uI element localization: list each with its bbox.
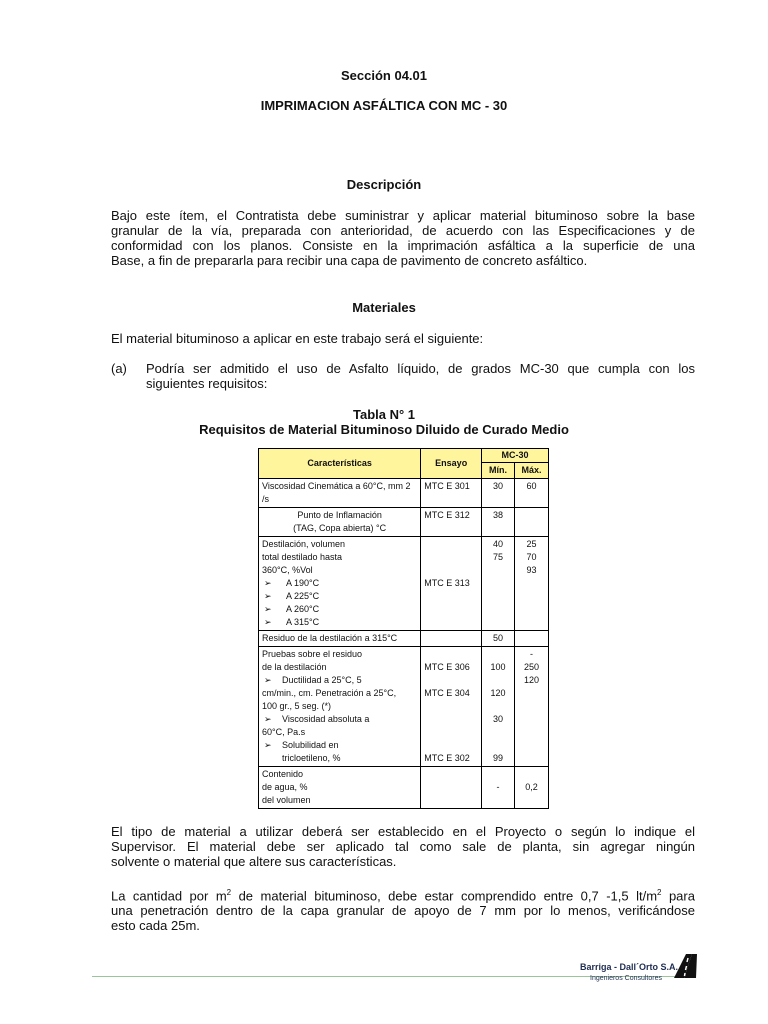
cell-max: 25 70 93: [515, 537, 549, 631]
section-number: Sección 04.01: [341, 68, 427, 83]
arrow-bullet-icon: ➢: [264, 604, 272, 614]
arrow-bullet-icon: ➢: [264, 591, 272, 601]
header-ensayo: Ensayo: [421, 449, 482, 479]
cell-caracteristica: [259, 508, 421, 537]
materiales-intro: El material bituminoso a aplicar en este trabajo será el siguiente:: [111, 331, 484, 346]
header-caracteristicas: Características: [259, 449, 421, 479]
cell-line: Destilación, volumen: [262, 539, 346, 549]
cell-line: total destilado hasta: [262, 552, 343, 562]
table-row: [259, 647, 549, 767]
descripcion-paragraph: [111, 208, 695, 268]
material-type-paragraph: El tipo de material a utilizar deberá ser establecido en el Proyecto o según lo indique el Supervisor. El material debe ser aplicado tal como sale de planta, sin agregar ningún solvente o material que altere sus características.: [111, 824, 695, 869]
descripcion-line: conformidad con los planos. Consiste en la imprimación asfáltica a la superficie de una: [111, 238, 695, 253]
cell-min: -: [482, 767, 515, 809]
bullet-line: ➢ A 225°C: [264, 591, 320, 601]
cell-max: 60: [515, 479, 549, 508]
cell-min: 30: [482, 479, 515, 508]
cell-ensayo: [421, 631, 482, 647]
cell-min: 38: [482, 508, 515, 537]
table-caption-number: Tabla N° 1: [352, 407, 416, 422]
footer-divider: [92, 976, 676, 977]
road-logo-icon: [670, 950, 700, 980]
table-header-row: [259, 449, 549, 463]
descripcion-line: granular de la vía, preparada con anterioridad, de acuerdo con las Especificaciones y de: [111, 223, 695, 238]
company-name: Barriga - Dall´Orto S.A.: [580, 962, 679, 972]
header-mc30: MC-30: [482, 449, 549, 463]
arrow-bullet-icon: ➢: [264, 675, 272, 685]
descripcion-line: Base, a fin de prepararla para recibir una capa de pavimento de concreto asfáltico.: [111, 253, 588, 268]
cell-min: 50: [482, 631, 515, 647]
arrow-bullet-icon: ➢: [264, 714, 272, 724]
arrow-bullet-icon: ➢: [264, 740, 272, 750]
cell-ensayo: [421, 767, 482, 809]
cell-min: 100 120 30 99: [482, 647, 515, 767]
table-caption-title: Requisitos de Material Bituminoso Diluido de Curado Medio: [199, 422, 569, 437]
header-min: Mín.: [482, 463, 515, 479]
table-row: [259, 537, 549, 631]
descripcion-heading: Descripción: [346, 177, 422, 192]
table-row: [259, 631, 549, 647]
cell-max: [515, 508, 549, 537]
cell-caracteristica: Residuo de la destilación a 315°C: [259, 631, 421, 647]
cell-ensayo: MTC E 312: [421, 508, 482, 537]
cell-caracteristica: Viscosidad Cinemática a 60°C, mm 2 /s: [259, 479, 421, 508]
cell-max: - 250 120: [515, 647, 549, 767]
cell-caracteristica: Pruebas sobre el residuo de la destilación ➢ Ductilidad a 25°C, 5 cm/min., cm. Penetración a 25°C, 100 gr., 5 seg. (*) ➢ Viscosidad absoluta a 60°C, Pa.s ➢ Solubilidad en tricloetileno, %: [259, 647, 421, 767]
bullet-line: ➢ Viscosidad absoluta a: [264, 714, 370, 724]
company-subtitle: Ingenieros Consultores: [590, 975, 662, 982]
table-row: [259, 767, 549, 809]
item-label: (a): [111, 361, 127, 376]
table-row: [259, 479, 549, 508]
cell-ensayo: MTC E 313: [421, 537, 482, 631]
bullet-line: ➢ A 190°C: [264, 578, 320, 588]
materiales-heading: Materiales: [352, 300, 416, 315]
bullet-line: ➢ Solubilidad en: [264, 740, 339, 750]
cell-min: 40 75: [482, 537, 515, 631]
cell-caracteristica: Contenido de agua, % del volumen: [259, 767, 421, 809]
arrow-bullet-icon: ➢: [264, 617, 272, 627]
table-row: [259, 508, 549, 537]
cell-caracteristica: [259, 537, 421, 631]
item-text: [146, 361, 695, 391]
bullet-line: ➢ A 315°C: [264, 617, 320, 627]
item-line: siguientes requisitos:: [146, 376, 268, 391]
cell-line: Punto de Inflamación: [297, 510, 382, 520]
cell-ensayo: MTC E 306 MTC E 304 MTC E 302: [421, 647, 482, 767]
requirements-table: [258, 448, 549, 809]
header-max: Máx.: [515, 463, 549, 479]
item-line: Podría ser admitido el uso de Asfalto líquido, de grados MC-30 que cumpla con los: [146, 361, 695, 376]
cell-line: (TAG, Copa abierta) °C: [293, 523, 387, 533]
cell-line: 360°C, %Vol: [262, 565, 313, 575]
page-title: IMPRIMACION ASFÁLTICA CON MC - 30: [260, 98, 508, 113]
bullet-line: ➢ Ductilidad a 25°C, 5: [264, 675, 362, 685]
quantity-paragraph: La cantidad por $m^2$ de material bituminoso, debe estar comprendido entre 0,7 -1,5 $lt/m^2$ para una penetración dentro de la capa granular de apoyo de 7 mm por lo menos, verificándose esto cada 25m.: [111, 888, 695, 934]
descripcion-line: Bajo este ítem, el Contratista debe suministrar y aplicar material bituminoso sobre la base: [111, 208, 695, 223]
bullet-line: ➢ A 260°C: [264, 604, 320, 614]
arrow-bullet-icon: ➢: [264, 578, 272, 588]
cell-max: 0,2: [515, 767, 549, 809]
cell-max: [515, 631, 549, 647]
cell-ensayo: MTC E 301: [421, 479, 482, 508]
